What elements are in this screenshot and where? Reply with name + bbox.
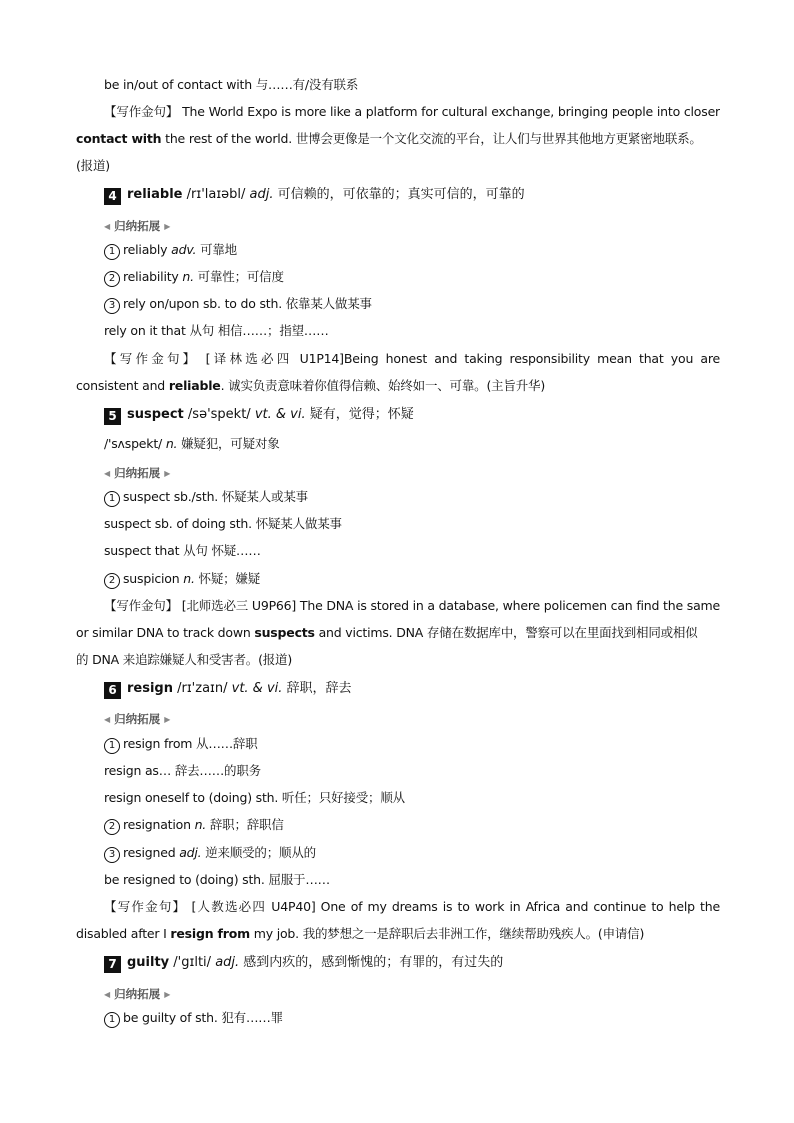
entry-number: 4 <box>104 188 121 205</box>
list-item: be resigned to (doing) sth. 屈服于…… <box>104 872 330 887</box>
circled-number: 2 <box>104 573 120 589</box>
headword: guilty <box>127 955 170 970</box>
sentence-source: (报道) <box>76 158 110 173</box>
triangle-left-icon: ◀ <box>104 469 111 478</box>
list-item: 1 reliably adv. 可靠地 <box>104 241 237 260</box>
circled-number: 1 <box>104 491 120 507</box>
list-item: 3 rely on/upon sb. to do sth. 依靠某人做某事 <box>104 295 372 314</box>
circled-number: 2 <box>104 271 120 287</box>
triangle-right-icon: ▶ <box>164 222 171 231</box>
definition-line: /'sʌspekt/ n. 嫌疑犯，可疑对象 <box>104 436 280 451</box>
list-item: rely on it that 从句 相信……；指望…… <box>104 323 329 338</box>
headword: suspect <box>127 407 184 422</box>
vocab-entry-suspect: 5 suspect /sə'spekt/ vt. & vi. 疑有，觉得；怀疑 <box>104 405 414 425</box>
list-item: 1 suspect sb./sth. 怀疑某人或某事 <box>104 488 308 507</box>
circled-number: 1 <box>104 1012 120 1028</box>
triangle-right-icon: ▶ <box>164 990 171 999</box>
circled-number: 3 <box>104 847 120 863</box>
list-item: suspect sb. of doing sth. 怀疑某人做某事 <box>104 516 342 531</box>
vocab-entry-resign: 6 resign /rɪ'zaɪn/ vt. & vi. 辞职，辞去 <box>104 679 352 699</box>
entry-number: 7 <box>104 956 121 973</box>
sentence-line: contact with the rest of the world. 世博会更像是一个文化交流的平台，让人们与世界其他地方更紧密地联系。 <box>76 131 702 146</box>
phrase-line: be in/out of contact with 与……有/没有联系 <box>104 77 359 92</box>
list-item: 3 resigned adj. 逆来顺受的；顺从的 <box>104 844 316 863</box>
entry-number: 6 <box>104 682 121 699</box>
circled-number: 1 <box>104 244 120 260</box>
triangle-left-icon: ◀ <box>104 222 111 231</box>
sentence-line: disabled after I resign from my job. 我的梦想之一是辞职后去非洲工作，继续帮助残疾人。(申请信) <box>76 926 645 941</box>
extension-heading: ◀ 归纳拓展 ▶ <box>104 987 171 1001</box>
sentence-line: consistent and reliable. 诚实负责意味着你值得信赖、始终如一、可靠。(主旨升华) <box>76 378 545 393</box>
sentence-line: 【写作金句】 [人教选必四 U4P40] One of my dreams is to work in Africa and continue to help the <box>104 899 720 914</box>
circled-number: 2 <box>104 819 120 835</box>
headword: resign <box>127 681 173 696</box>
triangle-left-icon: ◀ <box>104 990 111 999</box>
triangle-right-icon: ▶ <box>164 715 171 724</box>
vocab-entry-reliable: 4 reliable /rɪ'laɪəbl/ adj. 可信赖的，可依靠的；真实可信的，可靠的 <box>104 185 525 205</box>
circled-number: 3 <box>104 298 120 314</box>
list-item: 2 resignation n. 辞职；辞职信 <box>104 816 284 835</box>
sentence-line: 的 DNA 来追踪嫌疑人和受害者。(报道) <box>76 652 293 667</box>
sentence-line: 【写作金句】 [北师选必三 U9P66] The DNA is stored in a database, where policemen can find the same <box>104 598 720 613</box>
list-item: 2 reliability n. 可靠性；可信度 <box>104 268 284 287</box>
entry-number: 5 <box>104 408 121 425</box>
sentence-tag: 【写作金句】 <box>104 598 178 613</box>
list-item: resign as… 辞去……的职务 <box>104 763 261 778</box>
extension-heading: ◀ 归纳拓展 ▶ <box>104 712 171 726</box>
vocab-entry-guilty: 7 guilty /'gɪlti/ adj. 感到内疚的，感到惭愧的；有罪的，有过失的 <box>104 953 503 973</box>
sentence-line: or similar DNA to track down suspects and victims. DNA 存储在数据库中，警察可以在里面找到相同或相似 <box>76 625 698 640</box>
triangle-right-icon: ▶ <box>164 469 171 478</box>
list-item: suspect that 从句 怀疑…… <box>104 543 261 558</box>
extension-heading: ◀ 归纳拓展 ▶ <box>104 219 171 233</box>
list-item: 1 resign from 从……辞职 <box>104 735 258 754</box>
sentence-tag: 【写作金句】 <box>104 351 199 366</box>
triangle-left-icon: ◀ <box>104 715 111 724</box>
headword: reliable <box>127 187 183 202</box>
sentence-line: 【写作金句】 [译林选必四 U1P14]Being honest and taking responsibility mean that you are <box>104 351 720 366</box>
sentence-tag: 【写作金句】 <box>104 899 187 914</box>
list-item: 2 suspicion n. 怀疑；嫌疑 <box>104 570 260 589</box>
extension-heading: ◀ 归纳拓展 ▶ <box>104 466 171 480</box>
list-item: resign oneself to (doing) sth. 听任；只好接受；顺从 <box>104 790 405 805</box>
sentence-tag: 【写作金句】 <box>104 104 179 119</box>
list-item: 1 be guilty of sth. 犯有……罪 <box>104 1009 283 1028</box>
sentence-line: 【写作金句】 The World Expo is more like a platform for cultural exchange, bringing people into closer <box>104 104 720 119</box>
circled-number: 1 <box>104 738 120 754</box>
